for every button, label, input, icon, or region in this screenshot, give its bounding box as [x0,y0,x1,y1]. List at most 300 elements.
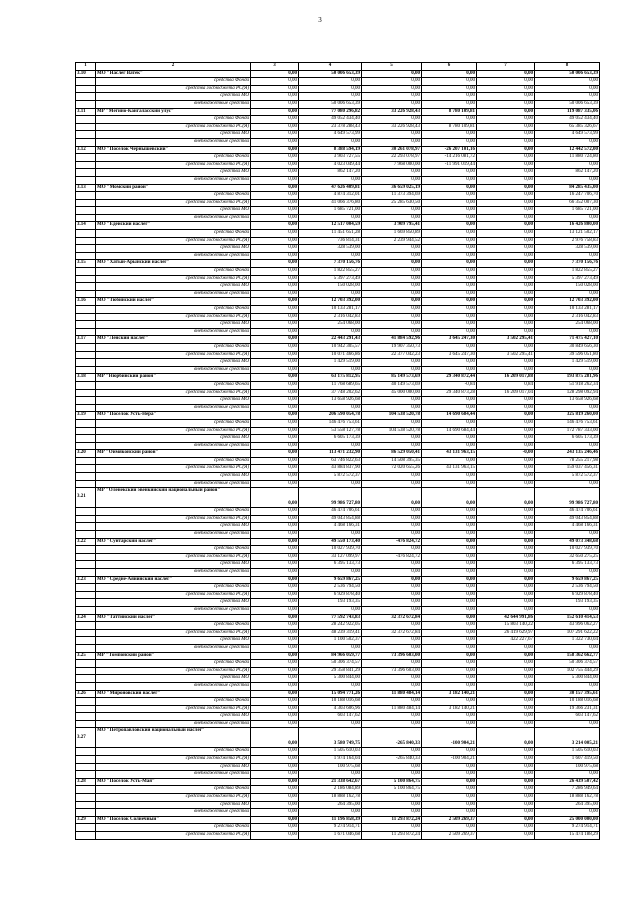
amount-cell: 0,00 [362,298,422,306]
amount-cell: 0,00 [422,214,477,222]
header-cell: 8 [535,63,600,71]
amount-cell: 193 875 281,96 [535,374,600,382]
row-number-cell [76,584,96,592]
row-number-cell [76,465,96,473]
amount-cell: 5 100 864,75 [362,778,422,786]
municipality-name-cell: МО "Тюбинский наслег" [96,298,251,306]
amount-cell: 0,00 [251,561,299,569]
amount-cell: 0,00 [477,713,535,721]
municipality-row [76,298,600,306]
amount-cell: 0,00 [477,192,535,200]
amount-cell: 0,00 [477,728,535,748]
amount-cell: 33 226 928,43 [362,108,422,116]
funding-source-cell: средства МО [96,599,251,607]
row-number-cell: 3.12 [76,146,96,154]
row-number-cell [76,591,96,599]
funding-source-cell: средства МО [96,637,251,645]
amount-cell: 0,00 [299,404,362,412]
municipality-name-cell: МО "Ленский наслег" [96,336,251,344]
amount-cell: 0,00 [251,508,299,516]
amount-cell: 23 378 288,43 [299,123,362,131]
amount-cell: 0,00 [251,70,299,78]
funding-source-row [76,644,600,652]
row-number-cell [76,457,96,465]
amount-cell: 99 986 727,80 [535,488,600,508]
amount-cell: 0,00 [422,660,477,668]
amount-cell: 0,00 [299,606,362,614]
amount-cell: 21 338 642,67 [299,778,362,786]
amount-cell: -14 216 081,72 [422,154,477,162]
amount-cell: 0,00 [422,222,477,230]
amount-cell: 0,00 [299,442,362,450]
amount-cell: 0,00 [362,523,422,531]
amount-cell: 50 006 653,39 [299,100,362,108]
municipality-name-cell: МО "Мироновский наслег" [96,690,251,698]
amount-cell: 0,00 [251,154,299,162]
amount-cell: 193 193,35 [535,599,600,607]
amount-cell: 0,00 [477,546,535,554]
funding-source-row [76,698,600,706]
amount-cell: 13 658 926,68 [535,397,600,405]
funding-source-cell: средства Фонда [96,698,251,706]
amount-cell: 0,00 [477,442,535,450]
amount-cell: 22 293 078,97 [362,154,422,162]
funding-source-row [76,283,600,291]
amount-cell: 0,00 [251,786,299,794]
funding-source-row [76,480,600,488]
funding-source-row [76,252,600,260]
funding-source-cell: внебюджетные средства [96,644,251,652]
municipality-name-cell: МО "Едейский наслег" [96,222,251,230]
amount-cell: 0,00 [477,161,535,169]
funding-source-row [76,389,600,397]
funding-source-cell: внебюджетные средства [96,328,251,336]
funding-source-cell: средства МО [96,207,251,215]
header-cell: 2 [96,63,251,71]
amount-cell: 0,00 [251,629,299,637]
amount-cell: 0,00 [422,207,477,215]
funding-source-row [76,809,600,817]
funding-source-cell: внебюджетные средства [96,720,251,728]
amount-cell: -265 840,33 [362,756,422,764]
funding-source-row [76,313,600,321]
amount-cell: 0,00 [251,397,299,405]
amount-cell: 5 872 572,37 [299,473,362,481]
amount-cell: 0,00 [422,245,477,253]
amount-cell: 0,00 [422,260,477,268]
row-number-cell [76,771,96,779]
amount-cell: 5 872 572,37 [535,473,600,481]
amount-cell: 0,00 [535,569,600,577]
amount-cell: 0,00 [422,192,477,200]
amount-cell: 0,00 [251,290,299,298]
amount-cell: 0,00 [362,682,422,690]
row-number-cell: 3.27 [76,728,96,748]
amount-cell: 0,00 [251,351,299,359]
amount-cell: 13 658 926,68 [299,397,362,405]
amount-cell: 0,00 [362,328,422,336]
amount-cell: 0,00 [362,442,422,450]
amount-cell: 73 396 603,00 [362,652,422,660]
amount-cell: 0,00 [251,457,299,465]
amount-cell: 0,00 [477,531,535,539]
amount-cell: 0,00 [362,116,422,124]
row-number-cell [76,100,96,108]
funding-source-row [76,442,600,450]
amount-cell: 19 366 231,31 [535,705,600,713]
amount-cell: 7 370 156,76 [535,260,600,268]
funding-source-row [76,713,600,721]
funding-source-row [76,321,600,329]
funding-source-row [76,675,600,683]
amount-cell: 10 188 016,68 [535,698,600,706]
amount-cell: 2 536 794,50 [535,584,600,592]
amount-cell: 0,00 [477,108,535,116]
municipality-row [76,778,600,786]
amount-cell: 18 888 162,78 [535,794,600,802]
amount-cell: 10 188 016,68 [299,698,362,706]
amount-cell: 0,00 [477,809,535,817]
amount-cell: 3 580 749,75 [299,728,362,748]
funding-source-cell: средства Фонда [96,622,251,630]
amount-cell: 0,00 [477,786,535,794]
funding-source-row [76,457,600,465]
amount-cell: 152 610 414,53 [535,614,600,622]
municipality-name-cell: МР "Нюрбинский район" [96,374,251,382]
amount-cell: 0,00 [477,313,535,321]
row-number-cell [76,508,96,516]
amount-cell: 5 300 844,00 [535,675,600,683]
funding-source-cell: средства МО [96,675,251,683]
amount-cell: 14 690 684,44 [422,412,477,420]
amount-cell: 77 592 743,83 [299,614,362,622]
amount-cell: 49 043 854,88 [535,515,600,523]
funding-source-row [76,523,600,531]
row-number-cell [76,748,96,756]
funding-source-row [76,801,600,809]
amount-cell: 0,00 [251,771,299,779]
amount-cell: 0,00 [535,138,600,146]
amount-cell: 0,00 [251,123,299,131]
amount-cell: 0,00 [422,538,477,546]
funding-source-row [76,199,600,207]
amount-cell: 0,00 [477,306,535,314]
amount-cell: 16 426 800,00 [535,222,600,230]
row-number-cell [76,644,96,652]
funding-source-cell: средства МО [96,359,251,367]
municipality-row [76,412,600,420]
funding-source-row [76,569,600,577]
amount-cell: 2 509 269,37 [422,832,477,840]
amount-cell: 6 605 173,39 [535,435,600,443]
funding-source-row [76,351,600,359]
funding-source-row [76,599,600,607]
amount-cell: 0,00 [362,480,422,488]
amount-cell: 3 214 005,21 [535,728,600,748]
amount-cell: 0,00 [362,488,422,508]
amount-cell: 0,00 [535,161,600,169]
amount-cell: 0,00 [422,629,477,637]
amount-cell: 172 787 333,00 [535,427,600,435]
amount-cell: 0,00 [422,404,477,412]
amount-cell: 0,00 [362,576,422,584]
amount-cell: 47 626 409,81 [299,184,362,192]
amount-cell: 26 419 629,97 [477,629,535,637]
amount-cell: 0,00 [535,771,600,779]
funding-source-cell: средства госбюджета РС(Я) [96,237,251,245]
amount-cell: 49 052 434,40 [299,116,362,124]
row-number-cell [76,720,96,728]
row-number-cell [76,473,96,481]
row-number-cell [76,389,96,397]
municipality-name-cell: МР "Оймяконский район" [96,450,251,458]
amount-cell: 0,00 [422,138,477,146]
amount-cell: 0,00 [477,488,535,508]
row-number-cell [76,381,96,389]
amount-cell: 0,00 [477,720,535,728]
amount-cell: 65 385 326,67 [535,123,600,131]
amount-cell: 16 209 017,04 [477,389,535,397]
funding-source-cell: средства госбюджета РС(Я) [96,161,251,169]
row-number-cell: 3.25 [76,652,96,660]
funding-source-cell: средства Фонда [96,419,251,427]
municipality-row [76,260,600,268]
amount-cell: 0,00 [422,199,477,207]
row-number-cell [76,245,96,253]
amount-cell: 84 285 435,00 [535,184,600,192]
amount-cell: 0,00 [362,70,422,78]
amount-cell: 4 303 606,96 [299,705,362,713]
amount-cell: 0,00 [251,245,299,253]
amount-cell: 6 395 133,73 [535,561,600,569]
amount-cell: 0,00 [477,123,535,131]
amount-cell: 0,00 [251,169,299,177]
funding-source-cell: средства госбюджета РС(Я) [96,85,251,93]
amount-cell: 32 372 672,84 [362,629,422,637]
amount-cell: 0,00 [362,435,422,443]
amount-cell: 0,00 [251,184,299,192]
amount-cell: 0,00 [362,763,422,771]
funding-source-cell: средства МО [96,435,251,443]
amount-cell: 0,00 [422,675,477,683]
amount-cell: 49 043 854,88 [299,515,362,523]
amount-cell: 0,00 [251,321,299,329]
amount-cell: 2 536 794,50 [299,584,362,592]
amount-cell: 0,00 [299,85,362,93]
amount-cell: 4 874 312,01 [299,192,362,200]
amount-cell: 0,00 [362,515,422,523]
amount-cell: 0,00 [422,93,477,101]
amount-cell: 3 182 140,21 [422,705,477,713]
amount-cell: 46 474 706,61 [299,508,362,516]
amount-cell: 0,00 [422,786,477,794]
amount-cell: 0,00 [477,100,535,108]
row-number-cell [76,169,96,177]
amount-cell: 0,00 [477,824,535,832]
amount-cell: 0,00 [251,442,299,450]
amount-cell: 0,00 [477,652,535,660]
funding-source-row [76,343,600,351]
row-number-cell: 3.23 [76,576,96,584]
amount-cell: 1 505 610,03 [299,748,362,756]
amount-cell: 0,00 [251,801,299,809]
amount-cell: 0,00 [362,283,422,291]
funding-source-cell: внебюджетные средства [96,214,251,222]
amount-cell: 86 529 050,41 [362,450,422,458]
amount-cell: 0,00 [477,794,535,802]
row-number-cell [76,397,96,405]
row-number-cell: 3.14 [76,222,96,230]
row-number-cell [76,306,96,314]
amount-cell: 0,00 [477,480,535,488]
row-number-cell [76,705,96,713]
row-number-cell [76,629,96,637]
funding-source-row [76,591,600,599]
amount-cell: 0,00 [422,713,477,721]
funding-source-cell: внебюджетные средства [96,480,251,488]
funding-source-row [76,138,600,146]
amount-cell: 0,00 [477,85,535,93]
municipality-row [76,450,600,458]
amount-cell: 0,00 [362,268,422,276]
municipality-row [76,488,600,508]
amount-cell: 0,00 [251,252,299,260]
amount-cell: 29 358 841,29 [299,667,362,675]
amount-cell: 158 362 662,77 [535,652,600,660]
amount-cell: 1 429 519,00 [299,359,362,367]
amount-cell: 0,00 [251,748,299,756]
header-cell: 1 [76,63,96,71]
funding-source-cell: внебюджетные средства [96,100,251,108]
amount-cell: 328 539,00 [535,245,600,253]
funding-source-cell: средства Фонда [96,306,251,314]
row-number-cell [76,366,96,374]
row-number-cell [76,553,96,561]
amount-cell: 0,00 [422,321,477,329]
amount-cell: 0,00 [477,260,535,268]
amount-cell: 2 239 944,52 [362,237,422,245]
funding-source-cell: внебюджетные средства [96,606,251,614]
amount-cell: 0,00 [477,275,535,283]
amount-cell: 0,00 [477,508,535,516]
funding-source-cell: средства госбюджета РС(Я) [96,313,251,321]
amount-cell: 0,00 [535,606,600,614]
amount-cell: 11 196 858,39 [299,816,362,824]
amount-cell: 15 803 140,22 [477,622,535,630]
amount-cell: 25 285 630,50 [362,199,422,207]
row-number-cell [76,207,96,215]
row-number-cell [76,419,96,427]
amount-cell: 0,00 [422,569,477,577]
funding-source-row [76,214,600,222]
funding-source-cell: средства МО [96,561,251,569]
amount-cell: 2 976 758,83 [535,237,600,245]
amount-cell: -100 904,21 [422,756,477,764]
amount-cell: 3 645 247,30 [422,351,477,359]
amount-cell: 0,00 [299,138,362,146]
row-number-cell [76,480,96,488]
row-number-cell [76,427,96,435]
amount-cell: 0,00 [362,366,422,374]
amount-cell: 0,00 [535,290,600,298]
amount-cell: 0,00 [362,824,422,832]
funding-source-cell: средства госбюджета РС(Я) [96,756,251,764]
amount-cell: 18 888 162,78 [299,794,362,802]
amount-cell: 0,00 [362,599,422,607]
amount-cell: 0,00 [299,252,362,260]
municipality-name-cell: МР "Оленекский эвенкийский национальный район" [96,488,251,508]
amount-cell: 10 133 281,17 [535,306,600,314]
row-number-cell: 3.28 [76,778,96,786]
amount-cell: 0,00 [251,343,299,351]
funding-source-row [76,78,600,86]
row-number-cell [76,93,96,101]
amount-cell: 0,00 [535,644,600,652]
amount-cell: 37 748 202,62 [299,389,362,397]
amount-cell: 25 000 000,00 [535,816,600,824]
amount-cell: 328 539,00 [299,245,362,253]
funding-source-cell: внебюджетные средства [96,138,251,146]
amount-cell: 0,00 [251,794,299,802]
amount-cell: 1 429 519,00 [535,359,600,367]
amount-cell: 0,00 [251,176,299,184]
amount-cell: 0,00 [477,816,535,824]
amount-cell: 0,00 [362,794,422,802]
amount-cell: 0,00 [251,763,299,771]
amount-cell: 4 649 573,99 [535,131,600,139]
amount-cell: 33 226 928,43 [362,123,422,131]
amount-cell: 0,00 [477,515,535,523]
funding-source-cell: средства госбюджета РС(Я) [96,427,251,435]
amount-cell: 0,00 [422,606,477,614]
row-number-cell [76,321,96,329]
amount-cell: 0,00 [362,801,422,809]
amount-cell: 0,00 [251,404,299,412]
amount-cell: 0,00 [251,298,299,306]
amount-cell: 0,00 [251,538,299,546]
funding-source-cell: внебюджетные средства [96,366,251,374]
amount-cell: 11 293 872,24 [362,816,422,824]
amount-cell: 73 396 603,00 [362,667,422,675]
amount-cell: 0,00 [251,546,299,554]
funding-source-row [76,435,600,443]
amount-cell: 0,00 [299,644,362,652]
amount-cell: 0,00 [251,682,299,690]
amount-cell: 2 509 269,37 [422,816,477,824]
amount-cell: 0,00 [422,561,477,569]
amount-cell: 102 755 444,29 [535,667,600,675]
amount-cell: 0,00 [362,591,422,599]
amount-cell: 0,00 [477,690,535,698]
amount-cell: 0,00 [251,131,299,139]
funding-source-row [76,154,600,162]
amount-cell: 51 918 262,34 [535,381,600,389]
amount-cell: 0,00 [362,546,422,554]
funding-source-row [76,832,600,840]
funding-source-row [76,508,600,516]
municipality-row [76,222,600,230]
amount-cell: 36 659 025,19 [362,184,422,192]
amount-cell: 30 849 656,30 [535,343,600,351]
amount-cell: 0,00 [362,397,422,405]
amount-cell: 12 517 004,59 [299,222,362,230]
row-number-cell [76,675,96,683]
amount-cell: 0,00 [299,569,362,577]
funding-source-cell: средства Фонда [96,660,251,668]
amount-cell: 0,00 [251,809,299,817]
funding-source-row [76,561,600,569]
row-number-cell [76,515,96,523]
